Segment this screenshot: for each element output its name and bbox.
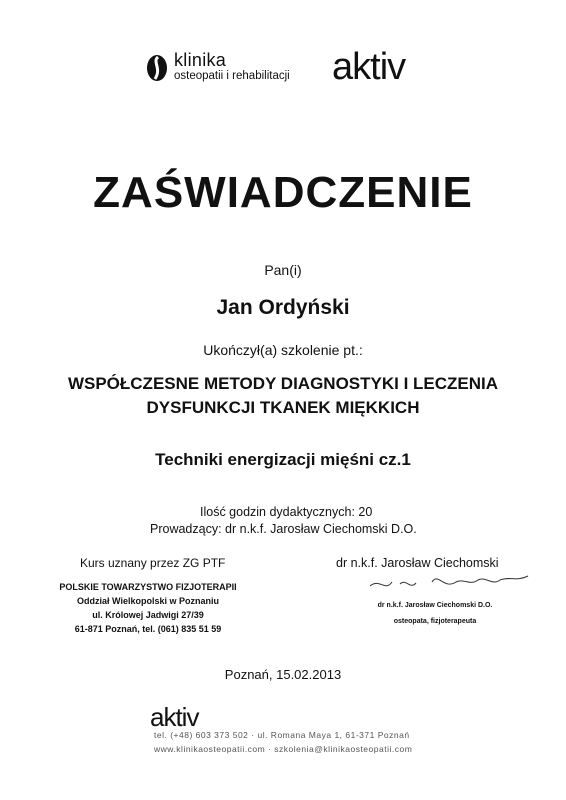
- place-and-date: Poznań, 15.02.2013: [224, 667, 342, 682]
- organisation-stamp: [58, 580, 238, 636]
- stamp-line2: Oddział Wielkopolski w Poznaniu: [77, 596, 219, 606]
- leader-text: Prowadzący: dr n.k.f. Jarosław Ciechomski D.O.: [150, 522, 417, 536]
- accreditation-text: Kurs uznany przez ZG PTF: [80, 556, 226, 570]
- aktiv-logo-bottom: aktiv: [150, 702, 199, 732]
- stamp-line1: POLSKIE TOWARZYSTWO FIZJOTERAPII: [59, 582, 237, 592]
- stamp-line3: ul. Królowej Jadwigi 27/39: [92, 610, 204, 620]
- klinika-logo: [146, 50, 326, 90]
- klinika-mark-icon: [146, 54, 168, 82]
- completion-text: Ukończył(a) szkolenie pt.:: [203, 342, 363, 358]
- klinika-subtitle: osteopatii i rehabilitacji: [174, 70, 290, 82]
- signer-name: dr n.k.f. Jarosław Ciechomski: [336, 556, 499, 570]
- aktiv-logo-top: aktiv: [332, 46, 406, 88]
- stamp-line4: 61-871 Poznań, tel. (061) 835 51 59: [74, 624, 222, 634]
- signer-stamp-line1: dr n.k.f. Jarosław Ciechomski D.O.: [377, 602, 493, 609]
- recipient-name: Jan Ordyński: [216, 296, 350, 319]
- handwritten-signature: [360, 568, 540, 598]
- klinika-name: klinika: [174, 50, 227, 70]
- hours-text: Ilość godzin dydaktycznych: 20: [200, 505, 373, 519]
- recipient-label: Pan(i): [264, 262, 302, 278]
- course-subtitle: Techniki energizacji mięśni cz.1: [155, 450, 411, 469]
- course-title-line1: WSPÓŁCZESNE METODY DIAGNOSTYKI I LECZENIA: [67, 374, 499, 393]
- signer-stamp-line2: osteopata, fizjoterapeuta: [393, 618, 477, 625]
- document-title: ZAŚWIADCZENIE: [93, 168, 473, 217]
- footer-contact-line1: tel. (+48) 603 373 502 · ul. Romana Maya 1, 61-371 Poznań: [154, 730, 410, 740]
- course-title-line2: DYSFUNKCJI TKANEK MIĘKKICH: [146, 398, 420, 417]
- signer-stamp: [340, 598, 530, 630]
- footer-contact-line2: www.klinikaosteopatii.com · szkolenia@klinikaosteopatii.com: [154, 744, 413, 754]
